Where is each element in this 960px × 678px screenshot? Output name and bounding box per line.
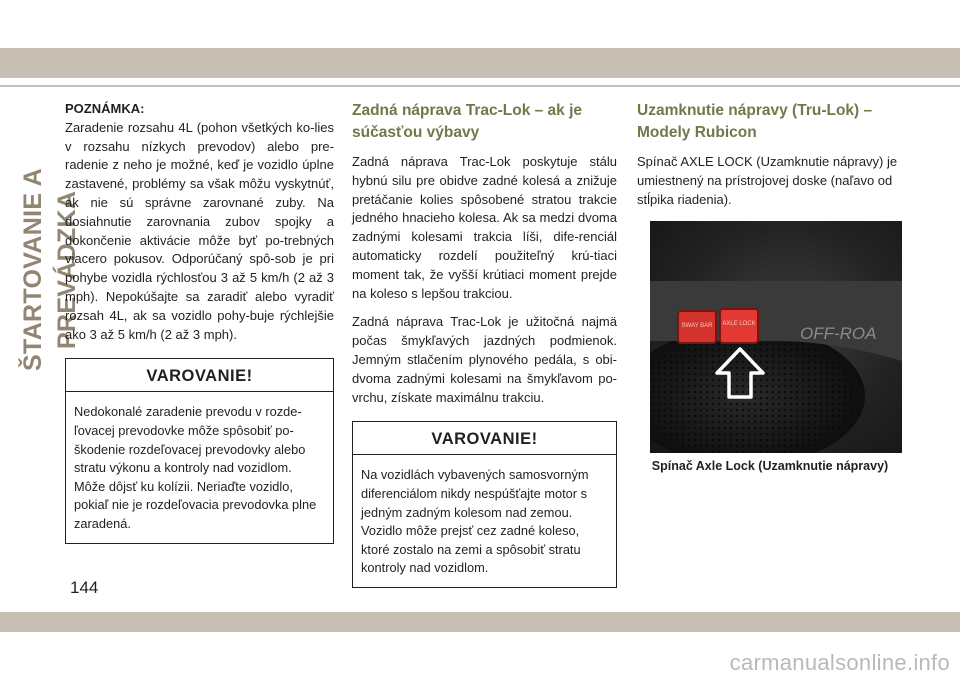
watermark: carmanualsonline.info [729,650,950,675]
section-heading-tru-lok: Uzamknutie nápravy (Tru-Lok) – Modely Rubicon [637,102,873,141]
header-band [0,48,960,78]
column-middle [352,100,617,588]
trac-lok-paragraph-1: Zadná náprava Trac-Lok poskytuje stálu hybnú silu pre obidve zadné kolesá a znižuje pretáčanie kolies spôsobené stratou trakcie jedného hnacieho kolesa. Ak sa medzi dvoma zadnými kolesami trakcia líši, dife-renciál automaticky rozdelí použiteľný krú-tiaci moment tak, že vyšší krútiaci moment prejde na koleso s lepšou trakciou. [352,154,617,301]
warning-title: VAROVANIE! [353,422,616,455]
note-heading: POZNÁMKA: [65,101,145,116]
trac-lok-paragraph-2: Zadná náprava Trac-Lok je užitočná najmä počas šmykľavých jazdných podmienok. Jemným stlačením plynového pedála, s obi-dvoma zadnými kolesami na šmykľavom po-vrchu, získate maximálnu trakciu. [352,314,617,405]
warning-body: Nedokonalé zaradenie prevodu v rozde-ľovacej prevodovke môže spôsobiť po-škodenie rozdeľovacej prevodovky alebo stratu výkonu a kontroly nad vozidlom. Môže dôjsť ku kolízii. Neriaďte vozidlo, pokiaľ nie je rozdeľovacia prevodovka plne zaradená. [74,404,317,531]
section-heading-trac-lok: Zadná náprava Trac-Lok – ak je súčasťou výbavy [352,102,583,141]
sway-bar-label: SWAY BAR [681,323,713,330]
column-left [65,100,334,544]
switch-panel-illustration [650,221,902,453]
photo-caption: Spínač Axle Lock (Uzamknutie nápravy) [651,459,889,474]
warning-box-left [65,358,334,543]
tru-lok-paragraph: Spínač AXLE LOCK (Uzamknutie nápravy) je umiestnený na prístrojovej doske (naľavo od stĺpika riadenia). [637,154,898,207]
note-body: Zaradenie rozsahu 4L (pohon všetkých ko-lies v rozsahu nízkych prevodov) alebo pre-radenie z neho je možné, keď je vozidlo úplne zastavené, problémy sa však môžu vyskytnúť, ak nie sú správne zarovnané zuby. Na dosiahnutie zarovnania zubov spojky a dokončenie aktivácie môže byť po-trebných viacero pokusov. Odporúčaný spô-sob je pri pohybe vozidla rýchlosťou 3 až 5 km/h (2 až 3 mph). Nepokúšajte sa zaradiť alebo vyradiť rozsah 4L, ak sa vozidlo pohy-buje rýchlejšie ako 3 až 5 km/h (2 až 3 mph). [65,119,334,342]
off-road-panel-text: OFF-ROA [800,324,877,344]
warning-title: VAROVANIE! [66,359,333,392]
warning-body: Na vozidlách vybavených samosvorným diferenciálom nikdy nespúšťajte motor s jedným zadným kolesom nad zemou. Vozidlo môže prejsť cez zadné koleso, ktoré zostalo na zemi a spôsobiť stratu kontroly nad vozidlom. [361,467,589,576]
footer-band [0,612,960,632]
chapter-side-title: ŠTARTOVANIE A PREVÁDZKA [19,168,81,372]
warning-box-middle [352,421,617,588]
header-rule [0,85,960,87]
column-right [637,100,903,475]
page-number: 144 [70,578,99,597]
axle-lock-switch-photo [650,221,902,453]
axle-lock-label: AXLE LOCK [722,321,756,328]
